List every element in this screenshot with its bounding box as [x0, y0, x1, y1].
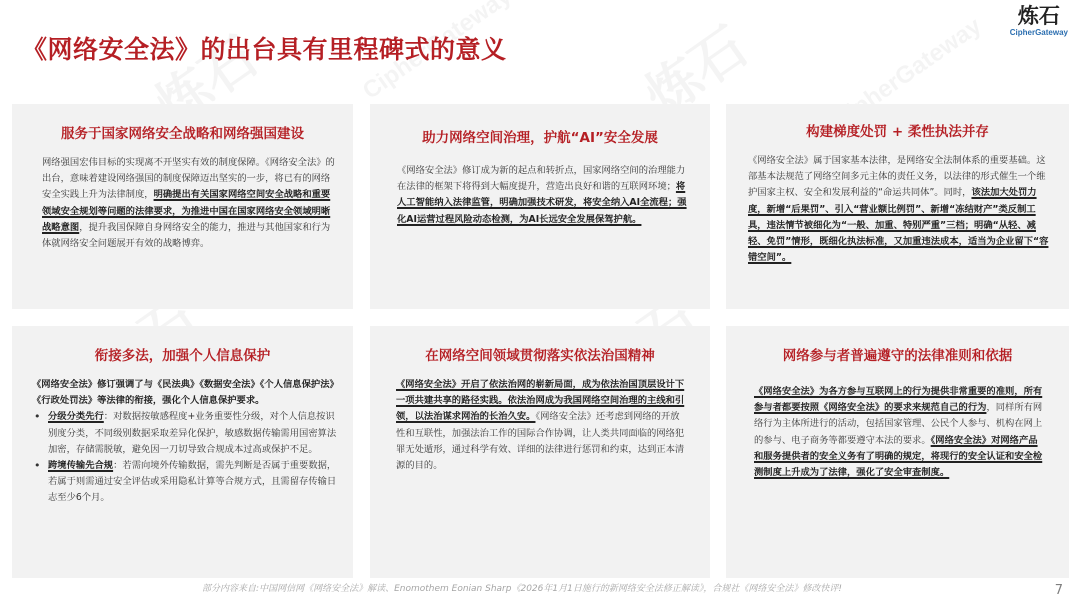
- logo-subtext: CipherGateway: [1009, 28, 1068, 37]
- body-text: ，提升我国保障自身网络安全的能力，推进与其他国家和行为体就网络安全问题展开有效的战略博弈。: [42, 221, 331, 250]
- card-body: [748, 153, 1054, 266]
- card-ai-governance: [370, 104, 710, 309]
- card-title: 衔接多法，加强个人信息保护: [94, 348, 271, 364]
- card-title: 构建梯度处罚 + 柔性执法并存: [806, 124, 989, 140]
- emphasis-text: 《网络安全法》对网络产品和服务提供者的安全义务有了明确的规定，将现行的安全认证和安全检测制度上升成为了法律，强化了安全审查制度。: [754, 434, 1043, 479]
- body-text: 网络强国宏伟目标的实现离不开坚实有效的制度保障。《网络安全法》的出台，意味着建设网络强国的制度保障迈出坚实的一步，将已有的网络安全实践上升为法律制度，: [42, 157, 335, 201]
- body-text: 《网络安全法》属于国家基本法律，是网络安全法制体系的重要基础。这部基本法规范了网络空间多元主体的责任义务，以法律的形式催生一个维护国家主权、安全和发展利益的“命运共同体”。同时，: [748, 155, 1046, 199]
- card-body: [42, 155, 338, 252]
- card-title: 在网络空间领域贯彻落实依法治国精神: [425, 348, 655, 364]
- card-body: [396, 377, 688, 474]
- emphasis-text: 该法加大处罚力度，新增“后果罚”、引入“营业额比例罚”、新增“冻结财产”类反制工具，违法情节被细化为“一般、加重、特别严重”三档；明确“从轻、减轻、免罚”情形，既细化执法标准，又加重违法成本，适当为企业留下“容错空间”。: [748, 187, 1049, 264]
- page-title: 《网络安全法》的出台具有里程碑式的意义: [22, 35, 507, 64]
- source-note: 部分内容来自:中国网信网《网络安全法》解读、Enomothem Eonian Sharp《2026年1月1日施行的新网络安全法修正解读》，合规社《网络安全法》修改快评!: [202, 584, 842, 594]
- card-intro: [32, 377, 338, 409]
- page-number: 7: [1054, 583, 1063, 598]
- card-privacy: [12, 326, 353, 578]
- card-rule-of-law: [370, 326, 710, 578]
- emphasis-text: 《网络安全法》修订强调了与《民法典》《数据安全法》《个人信息保护法》《行政处罚法》等法律的衔接，强化个人信息保护要求。: [32, 379, 335, 407]
- emphasis-text: 跨境传输先合规: [48, 460, 114, 472]
- emphasis-text: 明确提出有关国家网络空间安全战略和重要领域安全规划等问题的法律要求，为推进中国在国家网络安全领域明晰战略意图: [42, 189, 331, 233]
- logo-text: 炼石: [1017, 3, 1060, 28]
- card-body: [397, 163, 687, 228]
- emphasis-text: 《网络安全法》为各方参与互联网上的行为提供非常重要的准则，所有参与者都要按照《网络安全法》的要求来规范自己的行为: [754, 386, 1043, 414]
- bullet-list: [32, 409, 338, 506]
- card-title: 助力网络空间治理，护航“AI”安全发展: [422, 130, 658, 146]
- card-title: 网络参与者普遍遵守的法律准则和依据: [782, 348, 1013, 364]
- body-text: ，同样所有网络行为主体所进行的活动，包括国家管理、公民个人参与、机构在网上的参与、电子商务等都要遵守本法的要求。: [754, 402, 1043, 446]
- card-norms: [726, 326, 1069, 578]
- card-body: [32, 377, 338, 507]
- emphasis-text: 分级分类先行: [48, 411, 104, 423]
- body-text: 《网络安全法》修订成为新的起点和转折点，国家网络空间的治理能力在法律的框架下将得到大幅度提升，营造出良好和谐的互联网环境；: [397, 165, 686, 193]
- body-text: ：对数据按敏感程度+业务重要性分级，对个人信息按识别度分类，不同级别数据采取差异化保护，敏感数据传输需用国密算法加密，存储需脱敏，避免因一刀切导致合规成本过高或保护不足。: [48, 411, 337, 455]
- list-item: [32, 458, 338, 507]
- body-text: ：若需向境外传输数据，需先判断是否属于重要数据，若属于则需通过安全评估或采用隐私计算等合规方式，且需留存传输日志至少6个月。: [48, 460, 337, 504]
- list-item: [32, 409, 338, 458]
- card-penalty: [726, 104, 1069, 309]
- emphasis-text: 《网络安全法》开启了依法治网的崭新局面，成为依法治国顶层设计下一项共建共享的路径实践。依法治网成为我国网络空间治理的主线和引领，以法治谋求网治的长治久安。: [396, 379, 685, 423]
- card-body: [754, 384, 1044, 481]
- emphasis-text: 将人工智能纳入法律监管，明确加强技术研发，将安全纳入AI全流程；强化AI运营过程风险动态检测，为AI长远安全发展保驾护航。: [397, 181, 687, 225]
- card-title: 服务于国家网络安全战略和网络强国建设: [61, 126, 304, 142]
- body-text: 《网络安全法》还考虑到网络的开放性和互联性，加强法治工作的国际合作协调，让人类共同面临的网络犯罪无处遁形，通过科学有效、详细的法律进行惩罚和约束，达到正本清源的目的。: [396, 411, 685, 472]
- card-strategy: [12, 104, 353, 309]
- logo: [1010, 4, 1068, 37]
